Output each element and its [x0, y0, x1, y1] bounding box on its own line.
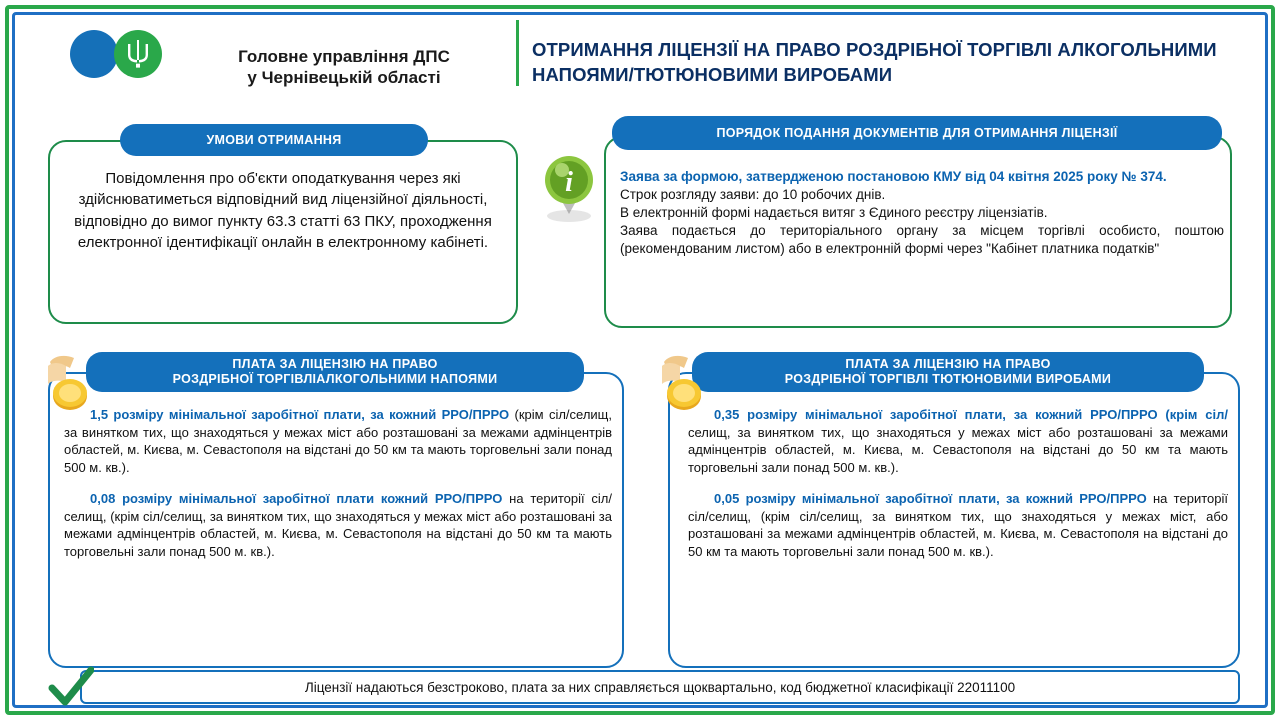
payment-alcohol-pill-line1: ПЛАТА ЗА ЛІЦЕНЗІЮ НА ПРАВО: [232, 357, 438, 371]
payment-tobacco-pill-line1: ПЛАТА ЗА ЛІЦЕНЗІЮ НА ПРАВО: [845, 357, 1051, 371]
order-pill-header: ПОРЯДОК ПОДАННЯ ДОКУМЕНТІВ ДЛЯ ОТРИМАННЯ ЛІЦЕНЗІЇ: [612, 116, 1222, 150]
payment-tobacco-rate-1-rest: селищ, за винятком тих, що знаходяться у межах міст або розташовані за межами адмінцентрів областей, м. Києва, м. Севастополя на відстані до 50 км та мають торговельні зали понад 500 м. кв.).: [688, 424, 1228, 475]
payment-tobacco-rate-1-highlight2: (крім сіл/: [1165, 407, 1228, 422]
payment-tobacco-text: [688, 406, 1228, 560]
order-extract-line: В електронній формі надається витяг з Єдиного реєстру ліцензіатів.: [620, 204, 1048, 220]
poster-content: [16, 16, 1264, 704]
payment-alcohol-rate-1-rest: (крім сіл/селищ, за винятком тих, що знаходяться у межах міст або розташовані за межами адмінцентрів областей, м. Києва, м. Севастополя на відстані до 50 км та мають торговельні зали понад 500 м. кв.).: [64, 407, 612, 475]
info-icon: [538, 154, 600, 224]
payment-tobacco-rate-2-rest: на території сіл/селищ, (крім сіл/селищ, за винятком тих, що знаходяться у межах міст, або розташовані за межами адмінцентрів областей, м. Києва, м. Севастополя на відстані до 50 км та мають торговельні зали понад 500 м. кв.).: [688, 491, 1228, 559]
conditions-text: Повідомлення про об'єкти оподаткування через які здійснюватиметься відповідний вид ліцензійної діяльності, відповідно до вимог пункту 63.3 статті 63 ПКУ, проходження електронної ідентифікації онлайн в електронному кабінеті.: [74, 170, 492, 251]
payment-alcohol-rate-2-highlight: 0,08 розміру мінімальної заробітної плати: [90, 491, 375, 507]
order-submit-line: Заява подається до територіального органу за місцем торгівлі особисто, поштою (рекомендованим листом) або в електронній формі через "Кабінет платника податків": [620, 222, 1224, 256]
payment-alcohol-pill-line2: РОЗДРІБНОЇ ТОРГІВЛІАЛКОГОЛЬНИМИ НАПОЯМИ: [172, 372, 498, 386]
agency-logo: [70, 30, 190, 78]
checkmark-icon: [48, 664, 94, 710]
header: [16, 16, 1232, 88]
payment-alcohol-rate-1-highlight: 1,5 розміру мінімальної заробітної плати: [90, 407, 362, 422]
payment-alcohol-rate-1-highlight2: , за кожний РРО/ПРРО: [361, 407, 510, 422]
hand-with-coin-icon-right: [658, 352, 716, 414]
logo-blue-circle-icon: [70, 30, 118, 78]
conditions-pill-header: УМОВИ ОТРИМАННЯ: [120, 124, 428, 156]
hand-with-coin-icon-left: [44, 352, 102, 414]
trident-icon: [125, 38, 151, 70]
payment-tobacco-pill-header: [692, 352, 1204, 392]
header-divider: [516, 20, 519, 86]
payment-alcohol-rate-2-rest: на території сіл/селищ, (крім сіл/селищ, за винятком тих, що знаходяться у межах міст або розташовані за межами адмінцентрів областей, м. Києва, м. Севастополя на відстані до 50 км та мають торговельні зали понад 500 м. кв.).: [64, 491, 612, 559]
payment-tobacco-rate-1: [688, 406, 1228, 476]
payment-tobacco-rate-2-highlight: 0,05 розміру мінімальної заробітної плати, за: [714, 491, 1020, 507]
organization-name-line1: Головне управління ДПС: [238, 47, 450, 66]
svg-text:i: i: [565, 167, 573, 198]
payment-alcohol-rate-1: [64, 406, 612, 476]
payment-tobacco-rate-2-highlight2: кожний РРО/ПРРО: [1025, 491, 1147, 507]
payment-tobacco-pill-line2: РОЗДРІБНОЇ ТОРГІВЛІ ТЮТЮНОВИМИ ВИРОБАМИ: [784, 372, 1112, 386]
order-term-line: Строк розгляду заяви: до 10 робочих днів.: [620, 186, 886, 202]
page-title: ОТРИМАННЯ ЛІЦЕНЗІЇ НА ПРАВО РОЗДРІБНОЇ ТОРГІВЛІ АЛКОГОЛЬНИМИ НАПОЯМИ/ТЮТЮНОВИМИ ВИРОБАМИ: [532, 39, 1217, 85]
payment-tobacco-rate-2: [688, 490, 1228, 560]
order-highlight: Заява за формою, затвердженою постановою КМУ від 04 квітня 2025 року № 374.: [620, 169, 1167, 184]
payment-alcohol-rate-2: [64, 490, 612, 560]
payment-alcohol-text: [64, 406, 612, 560]
payment-alcohol-pill-header: [86, 352, 584, 392]
organization-name-line2: у Чернівецькій області: [247, 68, 441, 88]
organization-name: [184, 46, 504, 89]
logo-green-circle-icon: [114, 30, 162, 78]
order-text: [620, 168, 1224, 258]
footer-box: [80, 670, 1240, 704]
payment-alcohol-rate-2-highlight2: кожний РРО/ПРРО: [380, 491, 503, 507]
payment-tobacco-rate-1-highlight: 0,35 розміру мінімальної заробітної плати, за кожний РРО/ПРРО: [714, 407, 1158, 422]
footer-text: Ліцензії надаються безстроково, плата за них справляється щоквартально, код бюджетної класифікації 22011100: [304, 679, 1016, 695]
